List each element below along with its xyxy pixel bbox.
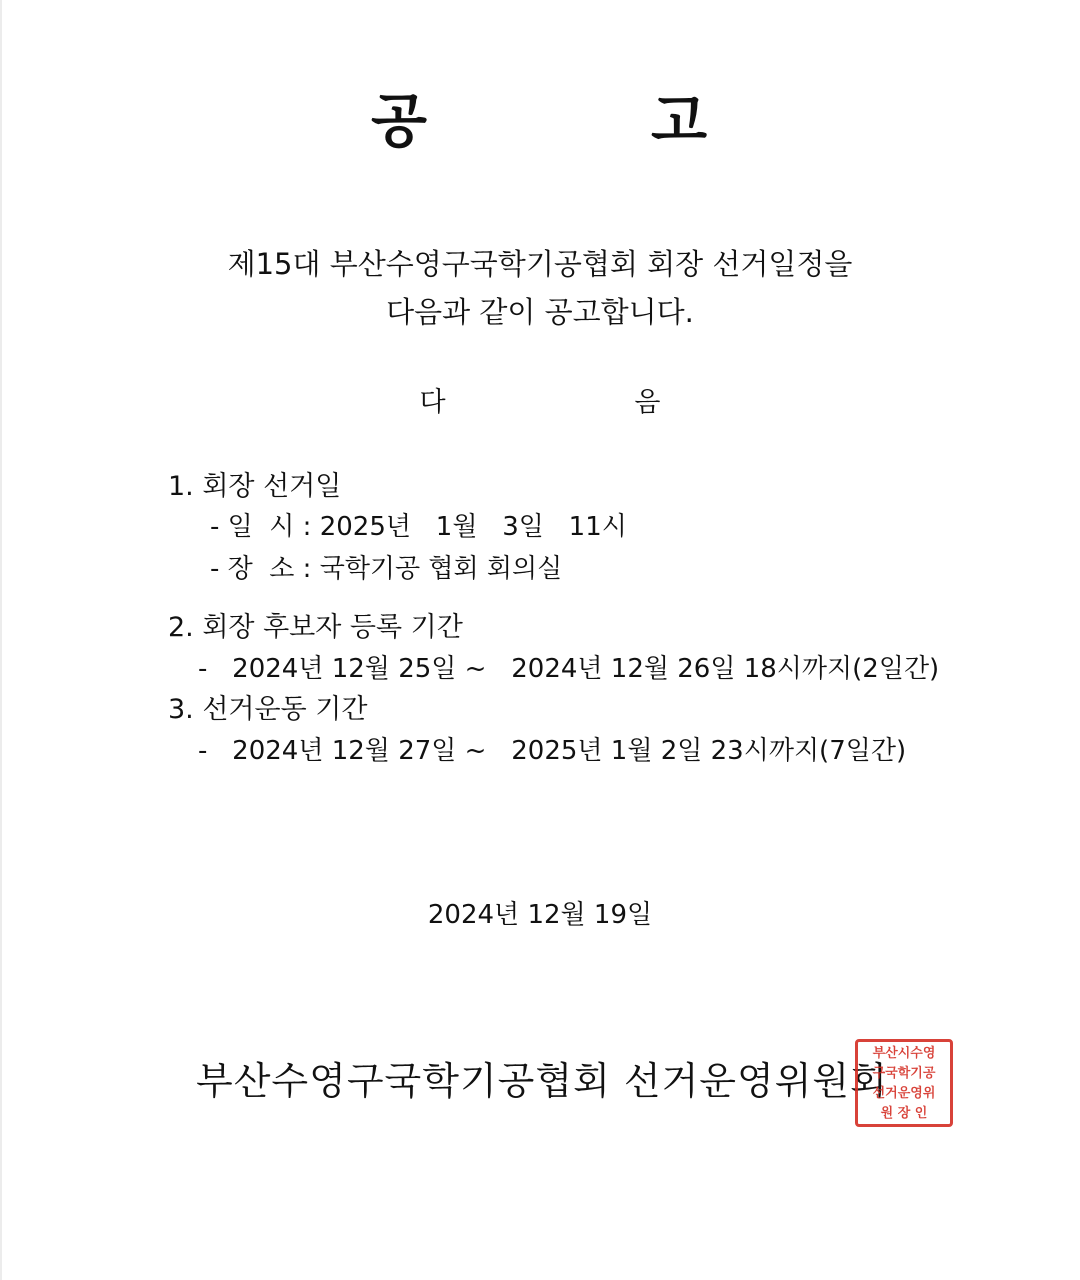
section-1-datetime: - 일 시 : 2025년 1월 3일 11시 — [210, 512, 627, 542]
section-3-period: - 2024년 12월 27일 ~ 2025년 1월 2일 23시까지(7일간) — [198, 736, 907, 766]
page-edge — [0, 0, 2, 1280]
section-1-heading: 1. 회장 선거일 — [168, 471, 342, 502]
seal-line: 선거운영위 — [872, 1086, 936, 1101]
seal-line: 부산시수영 — [872, 1046, 936, 1061]
seal-line: 구국학기공 — [872, 1066, 936, 1081]
intro-line-2: 다음과 같이 공고합니다. — [386, 295, 694, 329]
organization-name: 부산수영구국학기공협회 선거운영위원회 — [196, 1059, 888, 1103]
seal-line: 원 장 인 — [880, 1106, 928, 1121]
intro-line-1: 제15대 부산수영구국학기공협회 회장 선거일정을 — [227, 247, 853, 281]
notice-date: 2024년 12월 19일 — [427, 900, 653, 930]
section-3-heading: 3. 선거운동 기간 — [168, 694, 368, 725]
section-marker: 다 음 — [419, 387, 661, 418]
official-seal-stamp — [855, 1039, 953, 1127]
section-2-period: - 2024년 12월 25일 ~ 2024년 12월 26일 18시까지(2일간) — [198, 654, 940, 684]
notice-title: 공 고 — [371, 87, 709, 155]
section-1-location: - 장 소 : 국학기공 협회 회의실 — [210, 554, 563, 584]
section-2-heading: 2. 회장 후보자 등록 기간 — [168, 612, 463, 643]
